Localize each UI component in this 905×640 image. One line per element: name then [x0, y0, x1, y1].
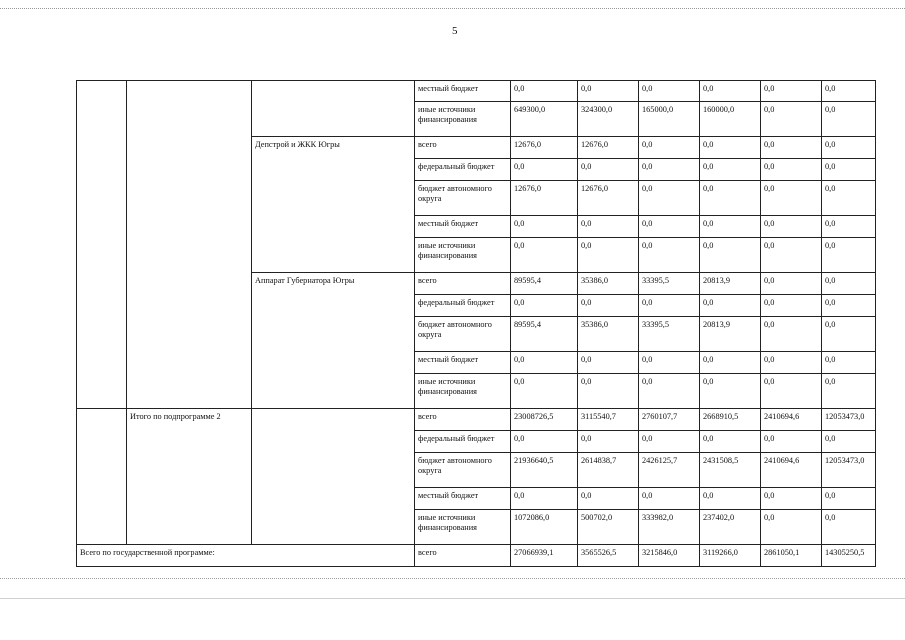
source-label: бюджет автономного округа: [415, 317, 511, 352]
value-cell: 0,0: [511, 488, 578, 510]
source-label: иные источники финансирования: [415, 510, 511, 545]
value-cell: 0,0: [822, 273, 876, 295]
value-cell: 0,0: [822, 488, 876, 510]
value-cell: 0,0: [761, 216, 822, 238]
value-cell: 0,0: [700, 238, 761, 273]
value-cell: 35386,0: [578, 273, 639, 295]
source-label: бюджет автономного округа: [415, 181, 511, 216]
value-cell: 0,0: [639, 295, 700, 317]
value-cell: 0,0: [700, 137, 761, 159]
value-cell: 0,0: [761, 273, 822, 295]
value-cell: 0,0: [822, 510, 876, 545]
value-cell: 0,0: [822, 238, 876, 273]
value-cell: 0,0: [822, 352, 876, 374]
value-cell: 165000,0: [639, 102, 700, 137]
source-label: всего: [415, 409, 511, 431]
value-cell: 33395,5: [639, 273, 700, 295]
value-cell: 0,0: [639, 159, 700, 181]
funding-table: [76, 80, 876, 567]
scan-edge-top: [0, 8, 905, 9]
value-cell: 2861050,1: [761, 545, 822, 567]
value-cell: 0,0: [578, 374, 639, 409]
value-cell: 0,0: [578, 159, 639, 181]
value-cell: 20813,9: [700, 273, 761, 295]
value-cell: 0,0: [511, 295, 578, 317]
value-cell: 2426125,7: [639, 453, 700, 488]
value-cell: 0,0: [639, 181, 700, 216]
value-cell: 2410694,6: [761, 453, 822, 488]
value-cell: 0,0: [761, 431, 822, 453]
program-total-label: Всего по государственной программе:: [77, 545, 415, 567]
value-cell: 0,0: [511, 159, 578, 181]
value-cell: 0,0: [578, 488, 639, 510]
value-cell: 333982,0: [639, 510, 700, 545]
value-cell: 0,0: [578, 352, 639, 374]
source-label: местный бюджет: [415, 488, 511, 510]
source-label: местный бюджет: [415, 81, 511, 102]
value-cell: 35386,0: [578, 317, 639, 352]
value-cell: 12053473,0: [822, 453, 876, 488]
value-cell: 0,0: [511, 238, 578, 273]
value-cell: 0,0: [511, 431, 578, 453]
table-row: [77, 81, 876, 102]
value-cell: 0,0: [822, 81, 876, 102]
value-cell: 0,0: [822, 102, 876, 137]
value-cell: 0,0: [761, 295, 822, 317]
value-cell: 0,0: [822, 374, 876, 409]
value-cell: 0,0: [700, 295, 761, 317]
cell-blank: [127, 81, 252, 409]
cell-blank: [77, 81, 127, 409]
source-label: местный бюджет: [415, 352, 511, 374]
value-cell: 2614838,7: [578, 453, 639, 488]
source-label: бюджет автономного округа: [415, 453, 511, 488]
value-cell: 12676,0: [578, 137, 639, 159]
value-cell: 0,0: [578, 81, 639, 102]
source-label: федеральный бюджет: [415, 431, 511, 453]
value-cell: 160000,0: [700, 102, 761, 137]
value-cell: 0,0: [511, 374, 578, 409]
source-label: иные источники финансирования: [415, 238, 511, 273]
value-cell: 0,0: [700, 352, 761, 374]
value-cell: 0,0: [822, 137, 876, 159]
value-cell: 0,0: [761, 317, 822, 352]
value-cell: 0,0: [578, 431, 639, 453]
value-cell: 2760107,7: [639, 409, 700, 431]
value-cell: 0,0: [761, 352, 822, 374]
source-label: местный бюджет: [415, 216, 511, 238]
value-cell: 0,0: [639, 352, 700, 374]
value-cell: 2410694,6: [761, 409, 822, 431]
value-cell: 0,0: [700, 181, 761, 216]
scan-edge-bottom-line: [0, 598, 905, 599]
value-cell: 33395,5: [639, 317, 700, 352]
value-cell: 3119266,0: [700, 545, 761, 567]
value-cell: 2431508,5: [700, 453, 761, 488]
value-cell: 12676,0: [511, 137, 578, 159]
value-cell: 0,0: [822, 431, 876, 453]
value-cell: 0,0: [761, 137, 822, 159]
value-cell: 0,0: [822, 159, 876, 181]
value-cell: 0,0: [761, 510, 822, 545]
value-cell: 89595,4: [511, 317, 578, 352]
value-cell: 12676,0: [511, 181, 578, 216]
scan-edge-bottom: [0, 578, 905, 579]
value-cell: 0,0: [761, 374, 822, 409]
subprogram-total-label: Итого по подпрограмме 2: [127, 409, 252, 545]
source-label: иные источники финансирования: [415, 102, 511, 137]
table-row: [77, 409, 876, 431]
executor-label: Депстрой и ЖКК Югры: [252, 137, 415, 273]
source-label: федеральный бюджет: [415, 295, 511, 317]
value-cell: 237402,0: [700, 510, 761, 545]
value-cell: 0,0: [761, 102, 822, 137]
value-cell: 0,0: [700, 488, 761, 510]
value-cell: 0,0: [511, 216, 578, 238]
value-cell: 2668910,5: [700, 409, 761, 431]
value-cell: 0,0: [761, 238, 822, 273]
value-cell: 89595,4: [511, 273, 578, 295]
value-cell: 23008726,5: [511, 409, 578, 431]
value-cell: 12053473,0: [822, 409, 876, 431]
source-label: всего: [415, 545, 511, 567]
value-cell: 0,0: [822, 181, 876, 216]
cell-blank: [252, 409, 415, 545]
value-cell: 0,0: [511, 81, 578, 102]
value-cell: 0,0: [511, 352, 578, 374]
value-cell: 20813,9: [700, 317, 761, 352]
source-label: федеральный бюджет: [415, 159, 511, 181]
value-cell: 12676,0: [578, 181, 639, 216]
cell-blank: [77, 409, 127, 545]
executor-label: Аппарат Губернатора Югры: [252, 273, 415, 409]
value-cell: 0,0: [639, 81, 700, 102]
value-cell: 0,0: [761, 81, 822, 102]
value-cell: 0,0: [639, 137, 700, 159]
value-cell: 0,0: [822, 295, 876, 317]
value-cell: 0,0: [700, 159, 761, 181]
value-cell: 0,0: [822, 216, 876, 238]
value-cell: 0,0: [639, 374, 700, 409]
value-cell: 14305250,5: [822, 545, 876, 567]
value-cell: 0,0: [761, 159, 822, 181]
source-label: иные источники финансирования: [415, 374, 511, 409]
table-row: [77, 545, 876, 567]
value-cell: 0,0: [639, 431, 700, 453]
value-cell: 324300,0: [578, 102, 639, 137]
value-cell: 0,0: [639, 238, 700, 273]
value-cell: 21936640,5: [511, 453, 578, 488]
value-cell: 0,0: [761, 181, 822, 216]
value-cell: 0,0: [639, 216, 700, 238]
source-label: всего: [415, 137, 511, 159]
value-cell: 0,0: [578, 238, 639, 273]
value-cell: 500702,0: [578, 510, 639, 545]
value-cell: 3565526,5: [578, 545, 639, 567]
value-cell: 0,0: [700, 216, 761, 238]
value-cell: 0,0: [578, 295, 639, 317]
value-cell: 1072086,0: [511, 510, 578, 545]
value-cell: 3215846,0: [639, 545, 700, 567]
value-cell: 3115540,7: [578, 409, 639, 431]
value-cell: 0,0: [822, 317, 876, 352]
value-cell: 0,0: [700, 374, 761, 409]
page-number: 5: [452, 25, 458, 37]
value-cell: 0,0: [700, 81, 761, 102]
value-cell: 0,0: [761, 488, 822, 510]
cell-blank: [252, 81, 415, 137]
value-cell: 0,0: [639, 488, 700, 510]
value-cell: 0,0: [578, 216, 639, 238]
value-cell: 27066939,1: [511, 545, 578, 567]
value-cell: 649300,0: [511, 102, 578, 137]
value-cell: 0,0: [700, 431, 761, 453]
source-label: всего: [415, 273, 511, 295]
